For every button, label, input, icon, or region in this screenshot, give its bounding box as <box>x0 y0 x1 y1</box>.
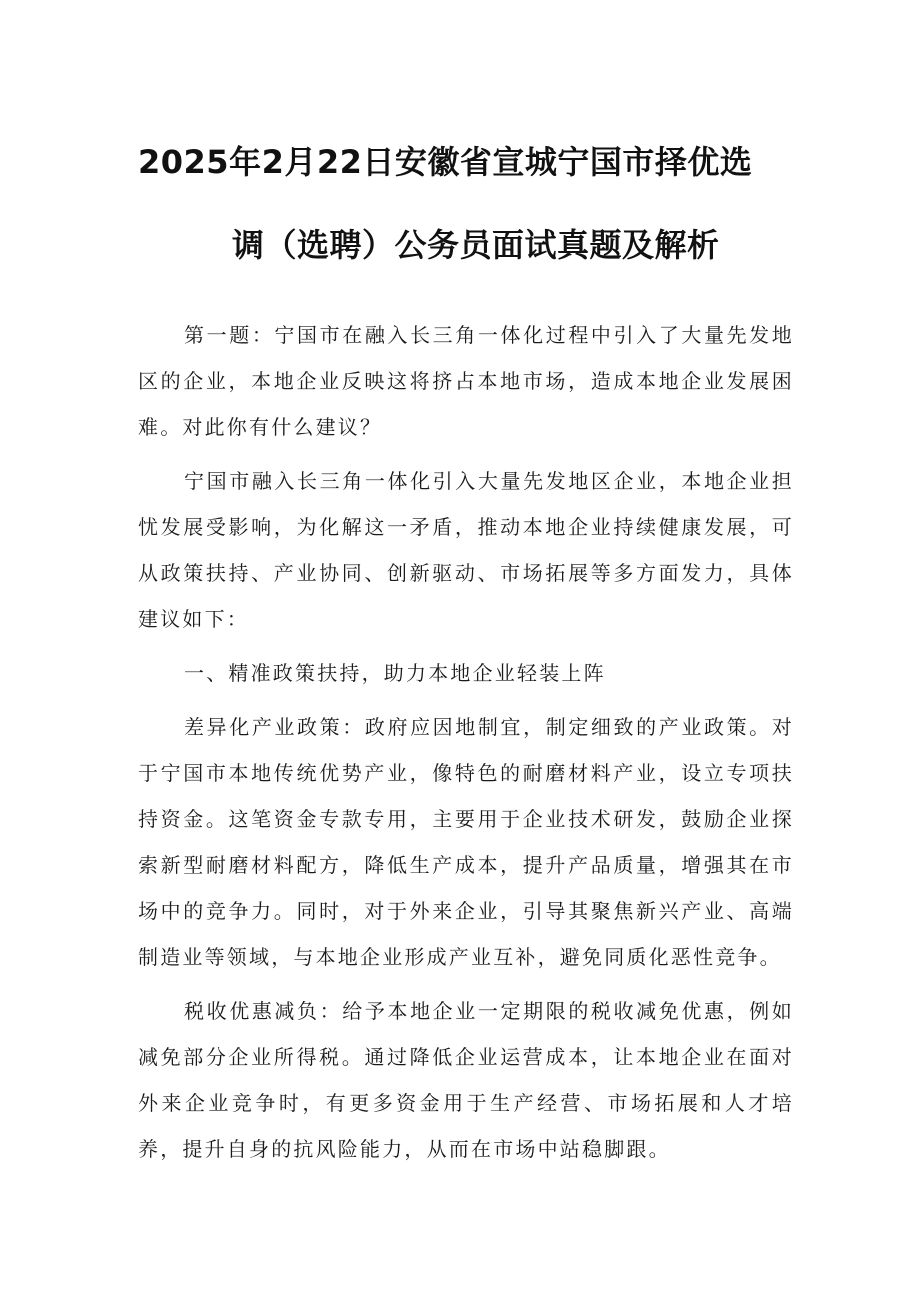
section-heading: 一、精准政策扶持，助力本地企业轻装上阵 <box>184 661 606 685</box>
policy-paragraph: 差异化产业政策：政府应因地制宜，制定细致的产业政策。对于宁国市本地传统优势产业，像特色的耐磨材料产业，设立专项扶持资金。这笔资金专款专用，主要用于企业技术研发，鼓励企业探索新型耐磨材料配方，降低生产成本，提升产品质量，增强其在市场中的竞争力。同时，对于外来企业，引导其聚焦新兴产业、高端制造业等领域，与本地企业形成产业互补，避免同质化恶性竞争。 <box>138 715 794 969</box>
document-title-line-1: 2025年2月22日安徽省宣城宁国市择优选 <box>138 143 753 181</box>
answer-intro-paragraph: 宁国市融入长三角一体化引入大量先发地区企业，本地企业担忧发展受影响，为化解这一矛盾，推动本地企业持续健康发展，可从政策扶持、产业协同、创新驱动、市场拓展等多方面发力，具体建议如下： <box>138 469 794 631</box>
tax-paragraph: 税收优惠减负：给予本地企业一定期限的税收减免优惠，例如减免部分企业所得税。通过降低企业运营成本，让本地企业在面对外来企业竞争时，有更多资金用于生产经营、市场拓展和人才培养，提升自身的抗风险能力，从而在市场中站稳脚跟。 <box>138 999 794 1161</box>
document-body <box>138 312 794 1180</box>
document-title-line-2: 调（选聘）公务员面试真题及解析 <box>232 226 720 264</box>
question-paragraph: 第一题：宁国市在融入长三角一体化过程中引入了大量先发地区的企业，本地企业反映这将挤占本地市场，造成本地企业发展困难。对此你有什么建议？ <box>138 323 794 439</box>
